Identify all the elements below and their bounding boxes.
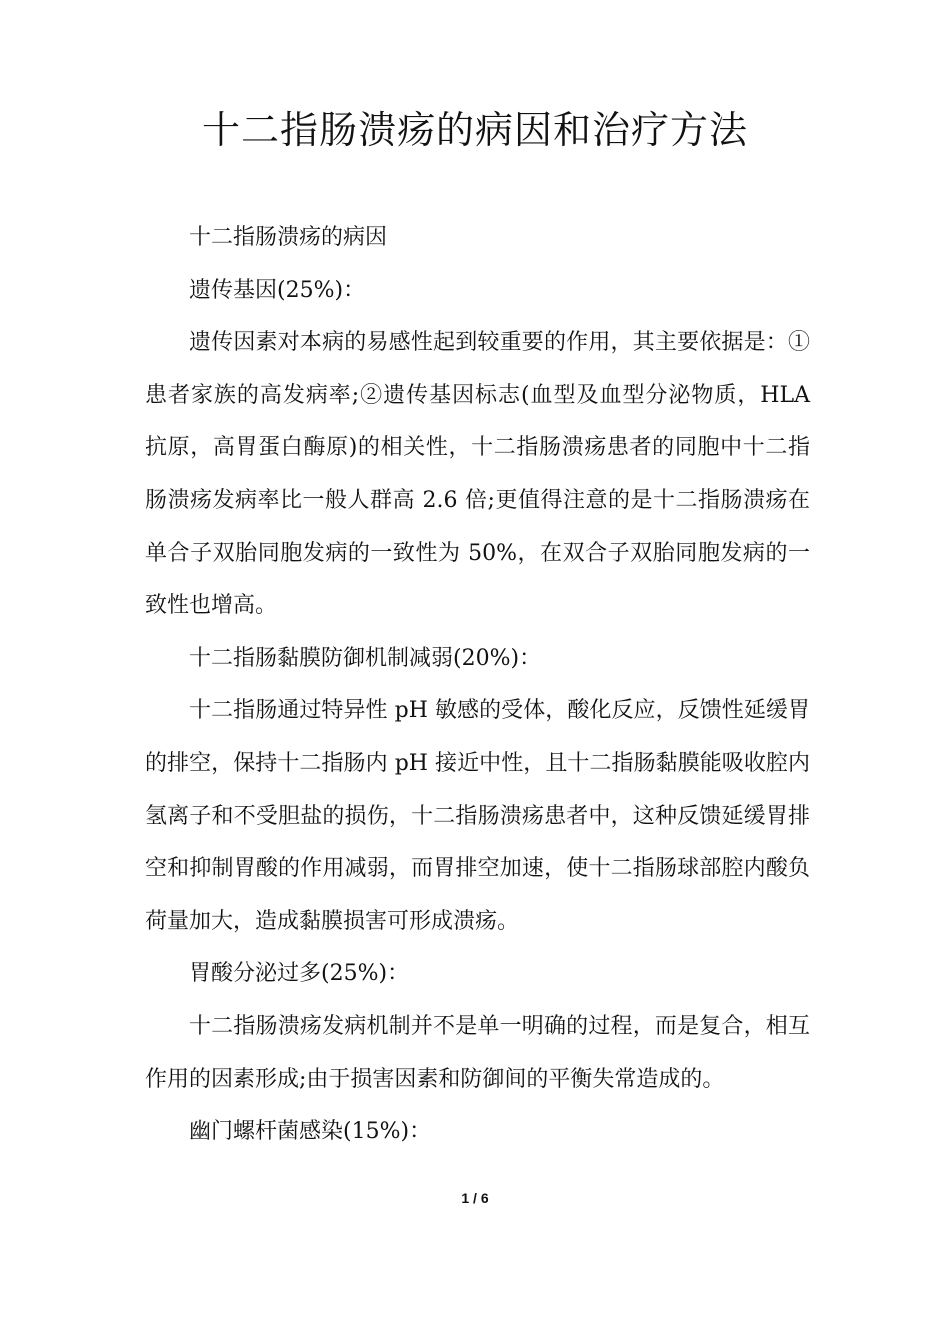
paragraph-mucosal-heading: 十二指肠黏膜防御机制减弱(20%)： [189,645,542,671]
paragraph-acid-text: 十二指肠溃疡发病机制并不是单一明确的过程，而是复合，相互作用的因素形成;由于损害因素和防御间的平衡失常造成的。 [145,1013,810,1092]
paragraph-acid-heading: 胃酸分泌过多(25%)： [189,961,410,987]
page-number: 1 / 6 [461,1190,489,1206]
document-title: 十二指肠溃疡的病因和治疗方法 [201,108,748,152]
paragraph-genetic-text: 遗传因素对本病的易感性起到较重要的作用，其主要依据是：①患者家族的高发病率;②遗传基因标志(血型及血型分泌物质，HLA 抗原，高胃蛋白酶原)的相关性，十二指肠溃疡患者的同胞中十二指肠溃疡发病率比一般人群高 2.6 倍;更值得注意的是十二指肠溃疡在单合子双胎同胞发病的一致性为 50%，在双合子双胎同胞发病的一致性也增高。 [145,330,810,619]
document-body [145,212,810,1159]
paragraph-mucosal-text: 十二指肠通过特异性 pH 敏感的受体，酸化反应，反馈性延缓胃的排空，保持十二指肠内 pH 接近中性，且十二指肠黏膜能吸收腔内氢离子和不受胆盐的损伤，十二指肠溃疡患者中，这种反馈延缓胃排空和抑制胃酸的作用减弱，而胃排空加速，使十二指肠球部腔内酸负荷量加大，造成黏膜损害可形成溃疡。 [145,698,810,934]
paragraph-genetic-heading: 遗传基因(25%)： [189,277,366,303]
paragraph-hpylori-heading: 幽门螺杆菌感染(15%)： [189,1119,432,1145]
paragraph-section-heading: 十二指肠溃疡的病因 [189,225,388,250]
